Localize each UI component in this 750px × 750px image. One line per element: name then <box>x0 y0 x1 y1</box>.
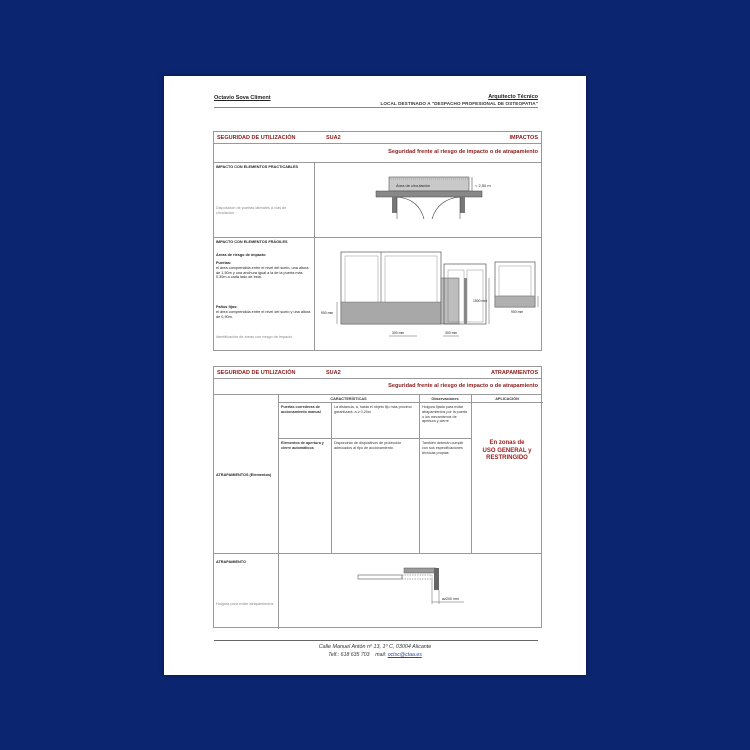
document-page <box>164 76 586 675</box>
item-divider <box>278 438 419 439</box>
row-heading: IMPACTO CON ELEMENTOS FRÁGILES <box>216 240 288 244</box>
column-divider <box>278 554 279 629</box>
dim-label: 1500 mm <box>473 299 488 303</box>
row-label: ATRAPAMIENTOS (Elementos) <box>216 473 272 477</box>
column-header-aplicacion: APLICACIÓN <box>471 395 543 403</box>
row-elementos-fragiles <box>214 237 541 351</box>
glass-areas-diagram <box>319 244 541 348</box>
column-divider <box>314 238 315 351</box>
footer-phone: Telf.: 618 635 703 <box>328 652 370 658</box>
row-atrapamiento <box>214 553 541 629</box>
fixed-panels-text: el área comprendida entre el nivel del suelo y una altura de 0,90m. <box>216 310 311 319</box>
column-divider <box>278 395 279 553</box>
dim-label: 300 mm <box>392 331 405 335</box>
item-name: Elementos de apertura y cierre automáticos <box>281 441 324 450</box>
header-project: LOCAL DESTINADO A "DESPACHO PROFESIONAL DE OSTEOPATIA" <box>380 101 538 106</box>
section-title: SEGURIDAD DE UTILIZACIÓN <box>217 135 296 141</box>
application-text <box>474 440 540 463</box>
dim-label: 900 mm <box>321 311 334 315</box>
gap-dim-label: a≥200 mm <box>442 597 459 601</box>
footer-email-link[interactable]: octsc@ctaa.es <box>387 652 422 658</box>
column-divider <box>471 395 472 553</box>
row-subheading: Áreas de riesgo de impacto <box>216 253 266 257</box>
sliding-door-diagram <box>354 566 464 616</box>
section-subtitle: Seguridad frente al riesgo de impacto o de atrapamiento <box>388 383 538 389</box>
row-elementos-practicables <box>214 162 541 237</box>
item-divider <box>419 438 471 439</box>
item-description: La distancia, a, hasta el objeto fijo más próximo garantizará: a ≥ 0,20m <box>334 405 412 414</box>
header-author: Octavio Sova Climent <box>214 95 271 101</box>
footer-mail-label: mail: <box>375 652 387 658</box>
circulation-dim-label: < 2,50 m <box>475 183 491 188</box>
row-atrapamientos-elementos <box>214 394 541 553</box>
application-prefix: En zonas de <box>489 440 525 446</box>
dim-label: 900 mm <box>511 310 524 314</box>
section-title: SEGURIDAD DE UTILIZACIÓN <box>217 370 296 376</box>
section-subtitle: Seguridad frente al riesgo de impacto o de atrapamiento <box>388 149 538 155</box>
header-role: Arquitecto Técnico <box>488 94 538 100</box>
doors-text: el área comprendida entre el nivel del suelo, una altura de 1,50m y una anchura igual a la de la puerta más 0,30m a cada lado de ésta. <box>216 266 309 280</box>
section-impactos <box>213 131 542 351</box>
section-atrapamientos <box>213 366 542 628</box>
fixed-panels-title: Paños fijos: <box>216 305 238 309</box>
footer-contact <box>164 652 586 658</box>
section-impactos-title-bar <box>214 132 541 144</box>
row-label: ATRAPAMIENTO <box>216 560 246 564</box>
section-tag: IMPACTOS <box>509 135 538 141</box>
section-tag: ATRAPAMIENTOS <box>490 370 538 376</box>
section-code: SUA2 <box>326 135 341 141</box>
footer-divider <box>214 640 538 641</box>
section-code: SUA2 <box>326 370 341 376</box>
circulation-area-label: Área de circulación <box>396 183 431 188</box>
item-observation: Holgura fijada para evitar atrapamientos por la puerta o los mecanismos de apertura y cierre <box>422 405 468 424</box>
item-name: Puertas correderas de accionamiento manual <box>281 405 321 414</box>
row-caption: Disposición de puertas laterales a vías de circulación <box>216 206 287 215</box>
dim-label: 300 mm <box>445 331 458 335</box>
column-divider <box>419 395 420 553</box>
application-main: USO GENERAL y RESTRINGIDO <box>482 447 532 461</box>
column-divider <box>314 163 315 237</box>
row-heading: IMPACTO CON ELEMENTOS PRACTICABLES <box>216 165 299 169</box>
doors-title: Puertas: <box>216 261 232 265</box>
column-header-caracteristicas: CARACTERÍSTICAS <box>278 395 419 403</box>
doors-diagram <box>374 169 491 229</box>
row-caption: Identificación de áreas con riesgo de impacto <box>216 335 293 339</box>
header-divider <box>214 107 538 108</box>
footer-address: Calle Manuel Antón nº 13, 1º C, 03004 Alicante <box>318 644 432 650</box>
item-description: Dispondrán de dispositivos de protección adecuados al tipo de accionamiento. <box>334 441 402 450</box>
column-header-observaciones: Observaciones <box>419 395 471 403</box>
row-caption: Holgura para evitar atrapamientos <box>216 602 274 606</box>
item-observation: También deberán cumplir con sus especificaciones técnicas propias <box>422 441 464 455</box>
section-atrapamientos-title-bar <box>214 367 541 379</box>
column-divider <box>331 403 332 554</box>
